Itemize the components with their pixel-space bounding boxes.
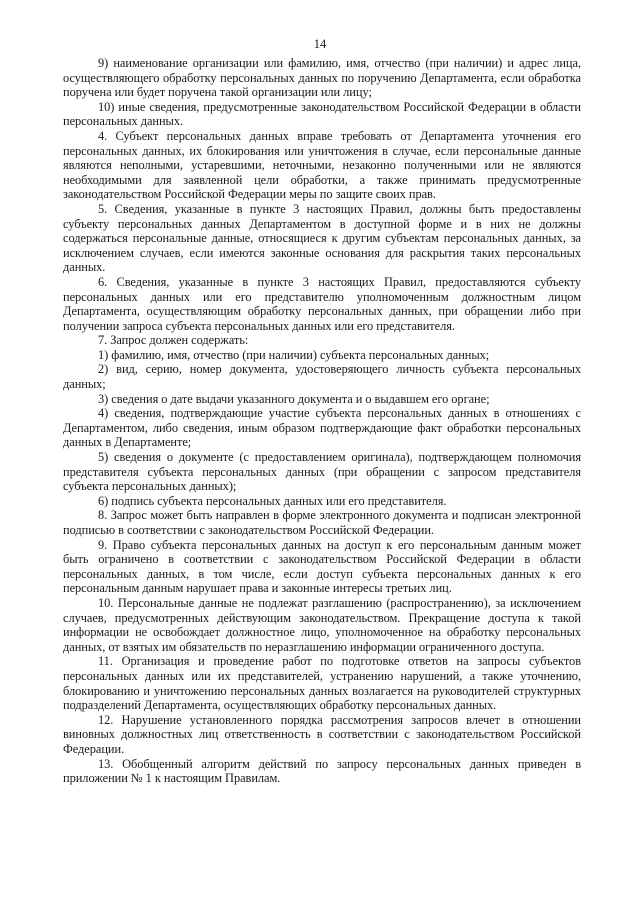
paragraph-clause-4: 4. Субъект персональных данных вправе требовать от Департамента уточнения его персональных данных, их блокирования или уничтожения в случае, если персональные данные являются неполными, устаревшими, неточными, незаконно полученными или не являются необходимыми для заявленной цели обработки, а также принимать предусмотренные законодательством Российской Федерации меры по защите своих прав. [63,128,581,202]
paragraph-item-10-other-info: 10) иные сведения, предусмотренные законодательством Российской Федерации в области персональных данных. [63,99,581,129]
paragraph-request-item-2: 2) вид, серию, номер документа, удостоверяющего личность субъекта персональных данных; [63,362,581,392]
paragraph-request-item-4: 4) сведения, подтверждающие участие субъекта персональных данных в отношениях с Департаментом, либо сведения, иным образом подтверждающие факт обработки персональных данных в Департаменте; [63,406,581,450]
paragraph-clause-12: 12. Нарушение установленного порядка рассмотрения запросов влечет в отношении виновных должностных лиц ответственность в соответствии с законодательством Российской Федерации. [63,712,581,756]
paragraph-request-item-3: 3) сведения о дате выдачи указанного документа и о выдавшем его органе; [98,391,490,406]
paragraph-request-item-5: 5) сведения о документе (с предоставлением оригинала), подтверждающем полномочия представителя субъекта персональных данных (при обращении с запросом представителя субъекта персональных данных); [63,450,581,494]
paragraph-item-9-organization-name: 9) наименование организации или фамилию, имя, отчество (при наличии) и адрес лица, осуществляющего обработку персональных данных по поручению Департамента, если обработка поручена или будет поручена такой организации или лицу; [63,56,581,100]
paragraph-clause-11: 11. Организация и проведение работ по подготовке ответов на запросы субъектов персональных данных или их представителей, устранению нарушений, а также уточнению, блокированию и уничтожению персональных данных возлагается на руководителей структурных подразделений Департамента, осуществляющих обработку персональных данных. [63,654,581,713]
paragraph-clause-6: 6. Сведения, указанные в пункте 3 настоящих Правил, предоставляются субъекту персональных данных или его представителю уполномоченным должностным лицом Департамента, осуществляющим обработку персональных данных, при обращении либо при получении запроса субъекта персональных данных или его представителя. [63,274,581,333]
paragraph-request-item-1: 1) фамилию, имя, отчество (при наличии) субъекта персональных данных; [98,347,490,362]
paragraph-clause-8: 8. Запрос может быть направлен в форме электронного документа и подписан электронной подписью в соответствии с законодательством Российской Федерации. [63,508,581,537]
page-number: 14 [313,37,327,51]
paragraph-clause-7: 7. Запрос должен содержать: [98,333,249,348]
paragraph-clause-10: 10. Персональные данные не подлежат разглашению (распространению), за исключением случаев, предусмотренных действующим законодательством. Прекращение доступа к такой информации не освобождает должностное лицо, уполномоченное на обработку персональных данных, от взятых им обязательств по неразглашению информации ограниченного доступа. [63,595,581,654]
paragraph-clause-5: 5. Сведения, указанные в пункте 3 настоящих Правил, должны быть предоставлены субъекту персональных данных Департаментом в доступной форме и в них не должны содержаться персональные данные, относящиеся к другим субъектам персональных данных, за исключением случаев, если имеются законные основания для раскрытия таких персональных данных. [63,201,581,275]
paragraph-clause-9: 9. Право субъекта персональных данных на доступ к его персональным данным может быть ограничено в соответствии с законодательством Российской Федерации в области персональных данных, в том числе, если доступ субъекта персональных данных к его персональным данным нарушает права и законные интересы третьих лиц. [63,537,581,596]
document-body [63,56,581,786]
paragraph-request-item-6: 6) подпись субъекта персональных данных или его представителя. [98,493,447,508]
paragraph-clause-13: 13. Обобщенный алгоритм действий по запросу персональных данных приведен в приложении № 1 к настоящим Правилам. [63,756,581,786]
